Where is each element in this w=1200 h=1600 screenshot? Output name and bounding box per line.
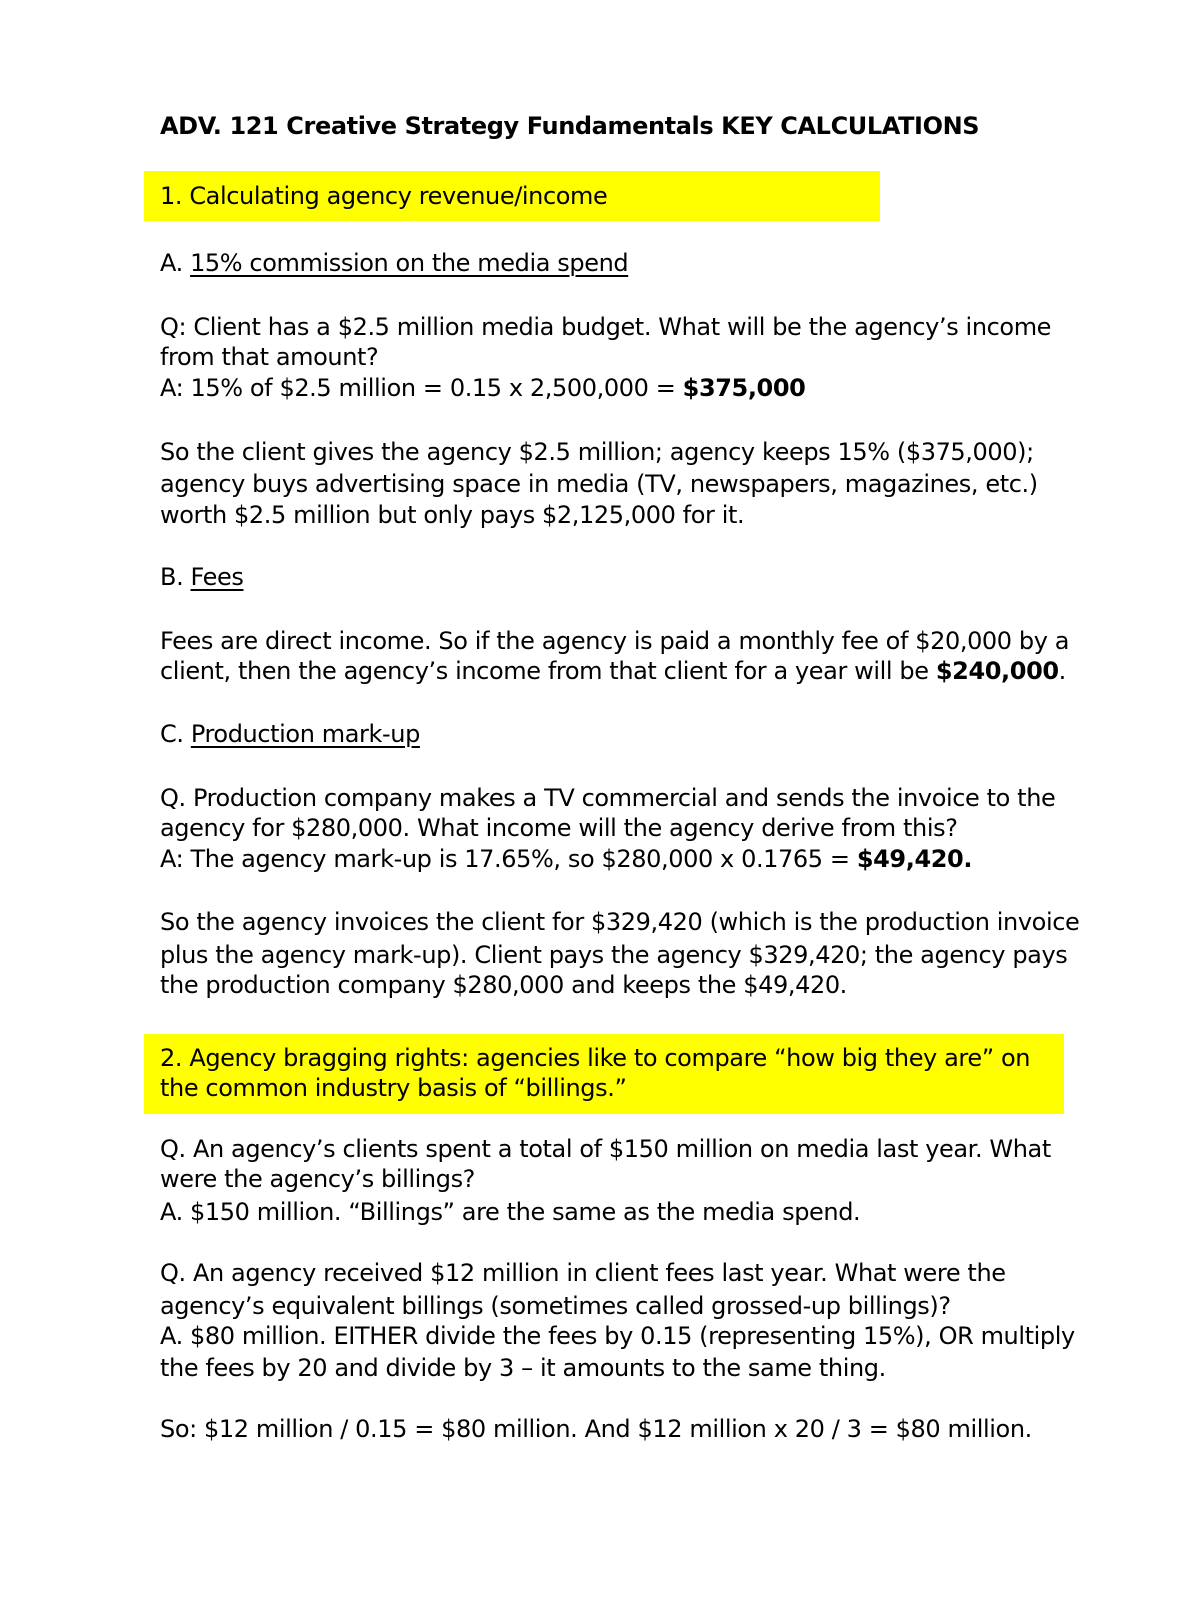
explanation-a-line-3: worth $2.5 million but only pays $2,125,000 for it. (160, 501, 745, 529)
subsection-c-title: Production mark-up (190, 720, 420, 748)
fees-line-2-end: . (1058, 657, 1066, 685)
subsection-a-title: 15% commission on the media spend (190, 249, 629, 277)
production-answer-value: $49,420. (856, 845, 973, 873)
answer-1-text: A: 15% of $2.5 million = 0.15 x 2,500,000 = (160, 374, 683, 402)
billings-question-1-line-1: Q. An agency’s clients spent a total of $150 million on media last year. What (160, 1135, 1051, 1163)
billings-summary: So: $12 million / 0.15 = $80 million. And $12 million x 20 / 3 = $80 million. (160, 1415, 1032, 1443)
fees-line-2 (160, 656, 1066, 686)
subsection-c-prefix: C. (160, 720, 191, 748)
billings-question-2-line-1: Q. An agency received $12 million in client fees last year. What were the (160, 1259, 1006, 1287)
section-2-heading-line-1: 2. Agency bragging rights: agencies like to compare “how big they are” on (160, 1044, 1031, 1072)
billings-answer-2-line-1: A. $80 million. EITHER divide the fees by 0.15 (representing 15%), OR multiply (160, 1322, 1075, 1350)
billings-answer-1: A. $150 million. “Billings” are the same as the media spend. (160, 1198, 861, 1226)
subsection-c-heading (160, 719, 420, 749)
subsection-b-heading (160, 562, 243, 592)
subsection-a-heading (160, 248, 628, 278)
explanation-a-line-1: So the client gives the agency $2.5 million; agency keeps 15% ($375,000); (160, 438, 1034, 466)
production-question-line-2: agency for $280,000. What income will the agency derive from this? (160, 814, 958, 842)
section-1-heading: 1. Calculating agency revenue/income (160, 182, 608, 210)
fees-line-1: Fees are direct income. So if the agency is paid a monthly fee of $20,000 by a (160, 627, 1070, 655)
section-2-heading-line-2: the common industry basis of “billings.” (160, 1074, 627, 1102)
billings-question-1-line-2: were the agency’s billings? (160, 1165, 476, 1193)
question-1-line-2: from that amount? (160, 343, 379, 371)
fees-annual-value: $240,000 (935, 657, 1059, 685)
explanation-c-line-2: plus the agency mark-up). Client pays the agency $329,420; the agency pays (160, 941, 1068, 969)
production-answer (160, 844, 972, 874)
question-1-line-1: Q: Client has a $2.5 million media budget. What will be the agency’s income (160, 313, 1052, 341)
production-question-line-1: Q. Production company makes a TV commercial and sends the invoice to the (160, 784, 1056, 812)
subsection-b-prefix: B. (160, 563, 191, 591)
explanation-c-line-1: So the agency invoices the client for $329,420 (which is the production invoice (160, 908, 1080, 936)
billings-question-2-line-2: agency’s equivalent billings (sometimes called grossed-up billings)? (160, 1292, 951, 1320)
explanation-c-line-3: the production company $280,000 and keeps the $49,420. (160, 971, 847, 999)
production-answer-text: A: The agency mark-up is 17.65%, so $280,000 x 0.1765 = (160, 845, 857, 873)
answer-1 (160, 373, 805, 403)
answer-1-value: $375,000 (682, 374, 806, 402)
subsection-b-title: Fees (190, 563, 244, 591)
page-title: ADV. 121 Creative Strategy Fundamentals KEY CALCULATIONS (160, 112, 980, 140)
subsection-a-prefix: A. (160, 249, 191, 277)
explanation-a-line-2: agency buys advertising space in media (TV, newspapers, magazines, etc.) (160, 470, 1038, 498)
billings-answer-2-line-2: the fees by 20 and divide by 3 – it amounts to the same thing. (160, 1354, 886, 1382)
fees-line-2-text: client, then the agency’s income from that client for a year will be (160, 657, 936, 685)
